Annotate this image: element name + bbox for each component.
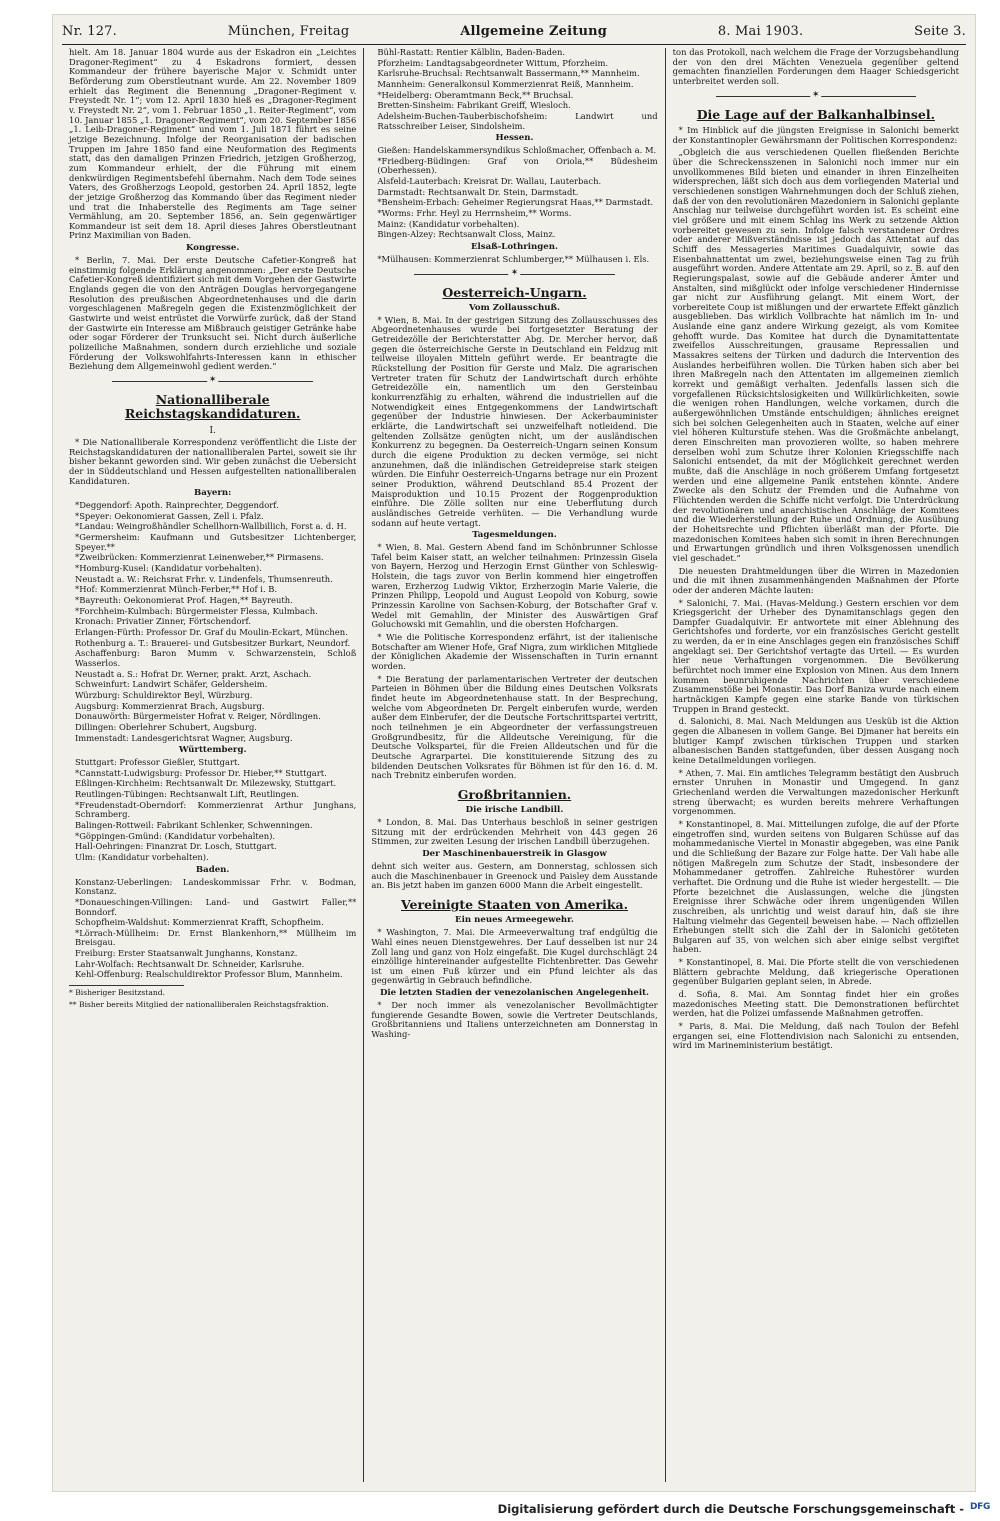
list-item: Donauwörth: Bürgermeister Hofrat v. Reiger, Nördlingen. [75, 711, 321, 722]
footnote: ** Bisher bereits Mitglied der nationalliberalen Reichstagsfraktion. [69, 999, 329, 1009]
list-item: Eßlingen-Kirchheim: Rechtsanwalt Dr. Milezewsky, Stuttgart. [75, 778, 337, 789]
list-item: Augsburg: Kommerzienrat Brach, Augsburg. [75, 700, 265, 711]
list-item: Kehl-Offenburg: Realschuldirektor Professor Blum, Mannheim. [75, 969, 343, 980]
list-item: *Göppingen-Gmünd: (Kandidatur vorbehalten). [75, 830, 276, 841]
balkan-text: * Salonichi, 7. Mai. (Havas-Meldung.) Gestern erschien vor dem Kriegsgericht der Urheber des Dynamitanschlags gegen den Dampfer Guadalquivir. Er antwortete mit einer Ablehnung des Gerichtshofes und forderte, vor ein französisches Gericht gestellt zu werden, da er in eine Anschlages gegen ein französisches Schiff angeklagt sei. Der Gerichtshof vertagte das Urteil. — Es wurden hier neue Verhaftungen vorgenommen. Die Bevölkerung befürchtet noch immer eine Explosion von Minen. Aus dem Innern kommen beunruhigende Nachrichten über verschiedene Zusammenstöße bei Monastir. Das Dorf Baniza wurde nach einem hartnäckigen Kampfe gegen eine starke Bande von türkischen Truppen in Brand gesteckt. [672, 597, 959, 714]
balkan-text: * Paris, 8. Mai. Die Meldung, daß nach Toulon der Befehl ergangen sei, eine Flottendivision nach Salonichi zu entsenden, wird im Marineministerium bestätigt. [672, 1021, 959, 1051]
balkan-text: * Athen, 7. Mai. Ein amtliches Telegramm bestätigt den Ausbruch ernster Unruhen in Monastir und Umgegend. In ganz Griechenland werden die Verwaltungen mazedonischer Herkunft streng überwacht; es wurden bereits mehrere Verhaftungen vorgenommen. [672, 767, 959, 817]
venezuela-text: * Der noch immer als venezolanischer Bevollmächtigter fungierende Gesandte Bowen, sowie die Vertreter Deutschlands, Großbritanniens und Italiens unterzeichneten am Donnerstag in Washing- [371, 1000, 658, 1039]
balkan-text: * Konstantinopel, 8. Mai. Die Pforte stellt die von verschiedenen Blättern gebrachte Meldung, daß kriegerische Operationen gegenüber Bulgarien geplant seien, in Abrede. [672, 957, 959, 987]
list-baden-continued [371, 48, 657, 131]
list-item: Bretten-Sinsheim: Fabrikant Greiff, Wiesloch. [377, 100, 571, 111]
column-3 [665, 48, 966, 1482]
list-item: *Friedberg-Büdingen: Graf von Oriola,** Büdesheim (Oberhessen). [377, 155, 658, 176]
masthead [62, 18, 966, 45]
heading-hessen: Hessen. [495, 133, 534, 144]
balkan-text: d. Salonichi, 8. Mai. Nach Meldungen aus Uesküb ist die Aktion gegen die Albanesen in vollem Gange. Bei Djmaner hat bereits ein blutiger Kampf zwischen türkischen Truppen und starken albanesischen Banden stattgefunden, über dessen Ausgang noch keine Detailmeldungen vorliegen. [672, 716, 959, 765]
list-item: *Germersheim: Kaufmann und Gutsbesitzer Lichtenberger, Speyer.** [75, 532, 357, 552]
list-item: *Speyer: Oekonomierat Gassen, Zell i. Pfalz. [75, 510, 264, 521]
tagesmeldung: * Wien, 8. Mai. Gestern Abend fand im Schönbrunner Schlosse Tafel beim Kaiser statt, an welcher teilnahmen: Prinzessin Gisela von Bayern, Herzog und Herzogin Ernst Günther von Schleswig-Holstein, die tags zuvor von Berlin kommend hier eingetroffen waren, Erzherzog Ludwig Viktor, Erzherzogin Marie Valerie, die Prinzen Philipp, Leopold und August Leopold von Koburg, sowie Prinzessin Karoline von Sachsen-Koburg, der Botschafter Graf v. Wedel mit Gemahlin, der Minister des Auswärtigen Graf Goluchowski mit Gemahlin, und die obersten Hofchargen. [371, 542, 658, 630]
list-item: *Deggendorf: Apoth. Rainprechter, Deggendorf. [75, 500, 279, 511]
nationalliberale-intro: * Die Nationalliberale Korrespondenz veröffentlicht die Liste der Reichstagskandidaturen der nationalliberalen Partei, soweit sie ihr bisher bekannt geworden sind. Wir geben zunächst die Uebersicht der in Süddeutschland und Hessen aufgestellten nationalliberalen Kandidaturen. [69, 436, 357, 486]
balkan-text: Die neuesten Drahtmeldungen über die Wirren in Mazedonien und die mit ihnen zusammenhängenden Maßnahmen der Pforte oder der anderen Mächte lauten: [672, 565, 959, 595]
heading-elsass: Elsaß-Lothringen. [470, 242, 559, 253]
list-item: *Cannstatt-Ludwigsburg: Professor Dr. Hieber,** Stuttgart. [75, 767, 327, 778]
list-item: Freiburg: Erster Staatsanwalt Junghanns, Konstanz. [75, 948, 298, 959]
heading-bayern: Bayern: [194, 488, 232, 499]
list-item: Immenstadt: Landesgerichtsrat Wagner, Augsburg. [75, 732, 293, 743]
page-number: Seite 3. [914, 23, 966, 39]
list-item: Gießen: Handelskammersyndikus Schloßmacher, Offenbach a. M. [377, 145, 657, 156]
list-item: Bühl-Rastatt: Rentier Kälblin, Baden-Baden. [377, 48, 566, 57]
list-item: Darmstadt: Rechtsanwalt Dr. Stein, Darmstadt. [377, 186, 579, 197]
heading-oesterreich: Oesterreich-Ungarn. [442, 284, 587, 300]
list-item: *Homburg-Kusel: (Kandidatur vorbehalten). [75, 563, 262, 574]
list-item: Neustadt a. S.: Hofrat Dr. Werner, prakt. Arzt, Aschach. [75, 668, 312, 679]
list-item: Karlsruhe-Bruchsal: Rechtsanwalt Bassermann,** Mannheim. [377, 68, 640, 79]
heading-grossbritannien: Großbritannien. [457, 786, 572, 802]
list-item: Hall-Oehringen: Finanzrat Dr. Losch, Stuttgart. [75, 841, 277, 852]
list-item: Lahr-Wolfach: Rechtsanwalt Dr. Schneider, Karlsruhe. [75, 958, 305, 969]
credit-text: Digitalisierung gefördert durch die Deutsche Forschungsgemeinschaft - [497, 1502, 964, 1516]
list-bayern [69, 501, 356, 743]
balkan-text: * Konstantinopel, 8. Mai. Mitteilungen zufolge, die auf der Pforte eingetroffen sind, wurden seitens von Bulgaren Schüsse auf das mohammedanische Viertel in Monastir abgegeben, was eine Panik und die Schließung der Bazare zur Folge hatte. Der Vali habe alle nötigen Maßregeln zum Schutze der Stadt, insbesondere der Mohammedaner getroffen. Zahlreiche Ruhestörer wurden verhaftet. Die Ordnung und die Ruhe ist wieder hergestellt. — Die Pforte bezeichnet die Auslassungen, welche die jüngsten Ereignisse ihrer Schwäche oder ihrem ungenügenden Willen zuschreiben, als unrichtig und weist darauf hin, daß sie ihre Haltung vielmehr das Gegenteil beweisen habe. — Nach offiziellen Erhebungen stellt sich die Zahl der in Salonichi getöteten Bulgaren auf 35, von welchen sich aber einige selbst vergiftet haben. [672, 818, 959, 955]
list-item: *Freudenstadt-Oberndorf: Kommerzienrat Arthur Junghans, Schramberg. [75, 799, 357, 820]
section-heading-kongresse: Kongresse. [185, 243, 240, 254]
list-item: *Lörrach-Müllheim: Dr. Ernst Blankenhorn,** Müllheim im Breisgau. [75, 927, 357, 948]
list-item: *Donaueschingen-Villingen: Land- und Gastwirt Faller,** Bonndorf. [75, 896, 357, 917]
list-item: Reutlingen-Tübingen: Rechtsanwalt Lift, Reutlingen. [75, 789, 300, 800]
tagesmeldung: * Wie die Politische Korrespondenz erfährt, ist der italienische Botschafter am Wiener Hofe, Graf Nigra, zum wirklichen Mitgliede der Königlichen Akademie der Wissenschaften in Turin ernannt worden. [371, 632, 658, 671]
list-item: Konstanz-Ueberlingen: Landeskommissar Frhr. v. Bodman, Konstanz. [75, 876, 357, 897]
subheading-venezuela: Die letzten Stadien der venezolanischen Angelegenheit. [379, 988, 650, 999]
list-hessen [371, 146, 657, 240]
list-item: *Heidelberg: Oberamtmann Beck,** Bruchsal. [377, 89, 574, 100]
list-item: Erlangen-Fürth: Professor Dr. Graf du Moulin-Eckart, München. [75, 627, 348, 637]
list-item: Balingen-Rottweil: Fabrikant Schlenker, Schwenningen. [75, 820, 313, 831]
section-divider [673, 92, 959, 101]
list-item: Mannheim: Generalkonsul Kommerzienrat Reiß, Mannheim. [377, 78, 634, 89]
list-item: Dillingen: Oberlehrer Schubert, Augsburg. [75, 721, 257, 732]
section-divider [371, 270, 657, 279]
newspaper-page [52, 14, 976, 1492]
oesterreich-text: * Wien, 8. Mai. In der gestrigen Sitzung des Zollausschusses des Abgeordnetenhauses wurde bei fortgesetzter Beratung der Getreidezölle der Berichterstatter Abg. Dr. Mercher hervor, daß gegen die österreichische Gerste in Deutschland ein Feldzug mit teilweise illoyalen Mitteln geführt werde. Er beantragte die Rückstellung der Position für Gerste und Malz. Die agrarischen Vertreter traten für Schutz der Landwirtschaft durch erhöhte Getreidezölle ein, namentlich um den Gersteinbau konkurrenzfähig zu erhalten, während die industriellen auf die Notwendigkeit eines Entgegenkommens der Landwirtschaft gegenüber der Industrie hinwiesen. Der Ackerbauminister erklärte, die Landwirtschaft sei unzweifelhaft notleidend. Die geltenden Zollsätze genügten nicht, um der ausländischen Konkurrenz zu begegnen. Da Oesterreich-Ungarn seinen Konsum durch die eigene Produktion zu decken vermöge, sei nicht anzunehmen, daß die inländischen Getreidepreise stark steigen würden. Die Einfuhr Oesterreich-Ungarns betrage nur ein Prozent seiner Produktion, während Deutschland 85.4 Prozent der Maisproduktion und 10.15 Prozent der Roggenproduktion einführe. Die Zölle sollten nur eine Ueberflutung durch ausländisches Getreide verhüten. — Die Verhandlung wurde sodann auf heute vertagt. [371, 314, 658, 528]
footnote-divider [69, 985, 184, 986]
footnote: * Bisheriger Besitzstand. [69, 988, 166, 998]
heading-wuerttemberg: Württemberg. [178, 745, 247, 756]
venezuela-continued: ton das Protokoll, nach welchem die Frage der Vorzugsbehandlung der von den drei Mächten Venezuela gegenüber geltend gemachten finanziellen Forderungen dem Haager Schiedsgericht unterbreitet werden soll. [672, 48, 959, 86]
list-item: *Zweibrücken: Kommerzienrat Leinenweber,** Pirmasens. [75, 552, 324, 563]
list-item: Kronach: Privatier Zinner, Förtschendorf. [75, 616, 251, 627]
list-item: *Bayreuth: Oekonomierat Prof. Hagen,** Bayreuth. [75, 595, 293, 606]
list-item: Pforzheim: Landtagsabgeordneter Wittum, Pforzheim. [377, 57, 609, 68]
section-divider [69, 377, 356, 386]
list-item: Adelsheim-Buchen-Tauberbischofsheim: Landwirt und Ratsschreiber Leiser, Sindolsheim. [377, 110, 658, 131]
list-item: *Mülhausen: Kommerzienrat Schlumberger,** Mülhausen i. Els. [377, 253, 650, 264]
list-item: Schopfheim-Waldshut: Kommerzienrat Krafft, Schopfheim. [75, 917, 324, 928]
heading-vereinigte-staaten: Vereinigte Staaten von Amerika. [401, 896, 628, 912]
list-item: Schweinfurt: Landwirt Schäfer, Geldersheim. [75, 679, 268, 690]
grossbritannien-text: * London, 8. Mai. Das Unterhaus beschloß in seiner gestrigen Sitzung mit der erdrückenden Mehrheit von 443 gegen 26 Stimmen, zur zweiten Lesung der irischen Landbill überzugehen. [371, 817, 658, 847]
list-item: Aschaffenburg: Baron Mumm v. Schwarzenstein, Schloß Wasserlos. [75, 648, 357, 668]
place-day: München, Freitag [227, 23, 350, 39]
list-item: Bingen-Alzey: Rechtsanwalt Closs, Mainz. [377, 229, 556, 240]
subheading-glasgow: Der Maschinenbauerstreik in Glasgow [422, 849, 607, 860]
balkan-text: „Obgleich die aus verschiedenen Quellen fließenden Berichte über die Schreckensszenen in Salonichi noch immer nur ein unvollkommenes Bild bieten und einander in ihren Einzelheiten widersprechen, läßt sich doch aus dem vorliegenden Material und verschiedenen sonstigen Wahrnehmungen doch der Schluß ziehen, daß der von den revolutionären Mazedoniern in Salonichi geplante Anschlag nur teilweise durchgeführt worden ist. Es scheint eine viel größere und mit einem Schlag ins Werk zu setzende Aktion vorbereitet gewesen zu sein. Infolge falsch verstandener Ordres oder anderer Mißverständnisse ist jedoch das Attentat auf das Schiff des Messageries Maritimes Guadalquivir, sowie das Eisenbahnattentat um zwei, beziehungsweise einen Tag zu früh ausgeführt worden. Andere Attentate am 29. April, so z. B. auf den Regierungspalast, sowie auf die Gebäude anderer Ämter und Anstalten, sind mißglückt oder infolge verschiedener Hindernisse gar nicht zur Ausführung gelangt. Mit einem Wort, der vorbereitete Coup ist mißlungen und der erwartete Effekt gänzlich ausgeblieben. Das wirklich Vollbrachte hat nämlich im In- und Auslande eine ganz andere Wirkung gezeigt, als vom Komitee gehofft wurde. Das Komitee hat durch die Dynamitattentate zweifellos Ausschreitungen, grausame Repressalien und Massakres seitens der Türken und dadurch die Intervention des Auslandes herbeiführen wollen. Die Türken haben sich aber bei ihren Maßregeln nach den Attentaten im allgemeinen ziemlich korrekt und gemäßigt verhalten. Jedenfalls lassen sich die vorgefallenen Rücksichtslosigkeiten und Willkürlichkeiten, sowie die wenigen rohen Handlungen, welche vorkamen, durch die außergewöhnlichen Umstände entschuldigen; ähnliches ereignet sich bei solchen Gelegenheiten auch in Staaten, welche auf einer viel höheren Kulturstufe stehen. Was die Großmächte anbelangt, deren Einschreiten man provozieren wollte, so haben mehrere derselben wohl zum Schutze ihrer Kolonien Kriegsschiffe nach Salonichi entsendet, da mit der Möglichkeit gerechnet werden mußte, daß die Anschläge in noch größerem Umfang fortgesetzt werden und eine allgemeine Panik entstehen könnte. Andere Zwecke als den Schutz der Fremden und die Aufnahme von Flüchtenden werden die Schiffe nicht verfolgt. Die Unterdrückung der revolutionären und anarchistischen Anschläge der Komitees und die Wiederherstellung der Ruhe und Ordnung, die Ausübung der Hoheitsrechte und Pflichten überläßt man der Pforte. Die mazedonischen Komitees haben sich somit in ihren Berechnungen und Erwartungen gründlich und ihren Volksgenossen unendlich viel geschadet.“ [672, 147, 959, 563]
list-item: Alsfeld-Lauterbach: Kreisrat Dr. Wallau, Lauterbach. [377, 176, 602, 187]
subheading-zollausschuss: Vom Zollausschuß. [469, 302, 560, 313]
subheading-landbill: Die irische Landbill. [465, 805, 564, 816]
article-columns [62, 48, 966, 1482]
issue-number: Nr. 127. [62, 23, 117, 39]
list-item: Mainz: (Kandidatur vorbehalten). [377, 218, 520, 229]
part-number: I. [209, 425, 216, 436]
list-item: Rothenburg a. T.: Brauerei- und Gutsbesitzer Burkart, Neundorf. [75, 637, 351, 648]
list-item: Ulm: (Kandidatur vorbehalten). [75, 852, 209, 862]
balkan-text: d. Sofia, 8. Mai. Am Sonntag findet hier ein großes mazedonisches Meeting statt. Die Demonstrationen befürchtet werden, hat die Polizei umfassende Maßnahmen getroffen. [672, 989, 959, 1019]
list-item: Stuttgart: Professor Gießler, Stuttgart. [75, 757, 241, 768]
kongresse-text: * Berlin, 7. Mai. Der erste Deutsche Cafetier-Kongreß hat einstimmig folgende Erklärung angenommen: „Der erste Deutsche Cafetier-Kongreß identifiziert sich mit dem Vorgehen der Gastwirte Englands gegen die von den Anträgen Douglas hervorgegangene Resolution des preußischen Abgeordnetenhauses und die darin vorgeschlagenen Maßregeln gegen die Existenzmöglichkeit der Gastwirte und weist entrüstet die Vorwürfe zurück, daß der Stand der Gastwirte ein Interesse am Mißbrauch geistiger Getränke habe oder sogar Förderer der Trunksucht sei. Nicht durch äußerliche polizeiliche Maßnahmen, sondern durch erziehliche und soziale Förderung der Volkswohlfahrts-Interessen kann in ethischer Beziehung dem Allgemeinwohl gedient werden.“ [69, 255, 357, 372]
digitization-credit [498, 1502, 992, 1516]
balkan-text: * Im Hinblick auf die jüngsten Ereignisse in Salonichi bemerkt der Konstantinopler Gewährsmann der Politischen Korrespondenz: [672, 125, 959, 145]
heading-baden: Baden. [195, 864, 230, 875]
list-item: *Forchheim-Kulmbach: Bürgermeister Flessa, Kulmbach. [75, 605, 318, 616]
list-wuerttemberg [69, 758, 356, 863]
heading-balkan: Die Lage auf der Balkanhalbinsel. [696, 106, 935, 122]
issue-date: 8. Mai 1903. [717, 23, 804, 39]
list-item: Würzburg: Schuldirektor Beyl, Würzburg. [75, 689, 253, 700]
list-item: Neustadt a. W.: Reichsrat Frhr. v. Lindenfels, Thumsenreuth. [75, 573, 333, 584]
washington-text: * Washington, 7. Mai. Die Armeeverwaltung traf endgültig die Wahl eines neuen Dienstgewehres. Der Lauf desselben ist nur 24 Zoll lang und ganz von Holz eingefaßt. Die Kugel durchschlägt 24 einzöllige hintereinander aufgestellte Fichtenbretter. Das Gewehr ist um einen Fuß kürzer und ein Pfund leichter als das gegenwärtig in Gebrauch befindliche. [371, 927, 658, 986]
list-baden [69, 878, 356, 981]
regiment-text: hielt. Am 18. Januar 1804 wurde aus der Eskadron ein „Leichtes Dragoner-Regiment“ zu 4 Eskadrons formiert, dessen Kommandeur der frühere bayerische Major v. Schmidt unter Beförderung zum Oberstleutnant wurde. Am 22. November 1809 erhielt das Regiment die Benennung „Dragoner-Regiment v. Freystedt Nr. 1“; vom 12. April 1830 hieß es „Dragoner-Regiment v. Freystedt Nr. 2“, vom 1. Februar 1850 „1. Reiter-Regiment“, vom 10. Januar 1855 „1. Dragoner-Regiment“, vom 20. September 1856 „1. Leib-Dragoner-Regiment“ und vom 1. Juli 1871 führt es seine jetzige Bezeichnung. Infolge der Reorganisation der badischen Truppen im Jahre 1850 fand eine Neuformation des Regiments statt, das den damaligen Prinzen Friedrich, jetzigen Großherzog, zum Kommandeur erhielt, der die Führung mit einem denkwürdigen Regimentsbefehl übernahm. Nach dem Tode seines Vaters, des Großherzogs Leopold, gestorben 24. April 1852, legte der jetzige Großherzog das Kommando über das Regiment nieder und trat die Inhaberstelle des Regiments am Tage seiner Vermählung, am 20. September 1856, an. Sein gegenwärtiger Kommandeur ist seit dem 18. April dieses Jahres Oberstleutnant Prinz Maximilian von Baden. [69, 48, 357, 241]
list-item: *Hof: Kommerzienrat Münch-Ferber,** Hof i. B. [75, 584, 278, 595]
newspaper-title: Allgemeine Zeitung [460, 23, 608, 39]
list-elsass [371, 255, 657, 265]
list-item: *Worms: Frhr. Heyl zu Herrnsheim,** Worms. [377, 208, 572, 219]
subheading-tagesmeldungen: Tagesmeldungen. [472, 530, 557, 541]
column-2 [363, 48, 664, 1482]
heading-nationalliberale: Nationalliberale Reichstagskandidaturen. [124, 391, 301, 422]
tagesmeldung: * Die Beratung der parlamentarischen Vertreter der deutschen Parteien in Böhmen über die Bildung eines Deutschen Volksrats findet heute im Abgeordnetenhause statt. In der Besprechung, welche vom Abgeordneten Dr. Pergelt einberufen wurde, werden außer dem Einberufer, der die Deutsche Fortschrittspartei vertritt, noch teilnehmen je ein Abgeordneter der verfassungstreuen Großgrundbesitz, für die Alldeutsche Vereinigung, für die Deutsche Volkspartei, für die Freien Alldeutschen und für die Deutsche Agrarpartei. Die konstituierende Sitzung des zu bildenden Deutschen Volksrates für Böhmen ist für den 16. d. M. nach Trebnitz einberufen worden. [371, 673, 658, 781]
dfg-logo-icon [970, 1503, 992, 1515]
list-item: *Bensheim-Erbach: Geheimer Regierungsrat Haas,** Darmstadt. [377, 197, 654, 208]
glasgow-text: dehnt sich weiter aus. Gestern, am Donnerstag, schlossen sich auch die Maschinenbauer in Greenock und Paisley dem Ausstande an. Bis jetzt haben im ganzen 6000 Mann die Arbeit eingestellt. [371, 860, 658, 891]
column-1 [62, 48, 363, 1482]
subheading-armeegewehr: Ein neues Armeegewehr. [455, 915, 574, 926]
list-item: *Landau: Weingroßhändler Schellhorn-Wallbillich, Forst a. d. H. [75, 521, 347, 532]
